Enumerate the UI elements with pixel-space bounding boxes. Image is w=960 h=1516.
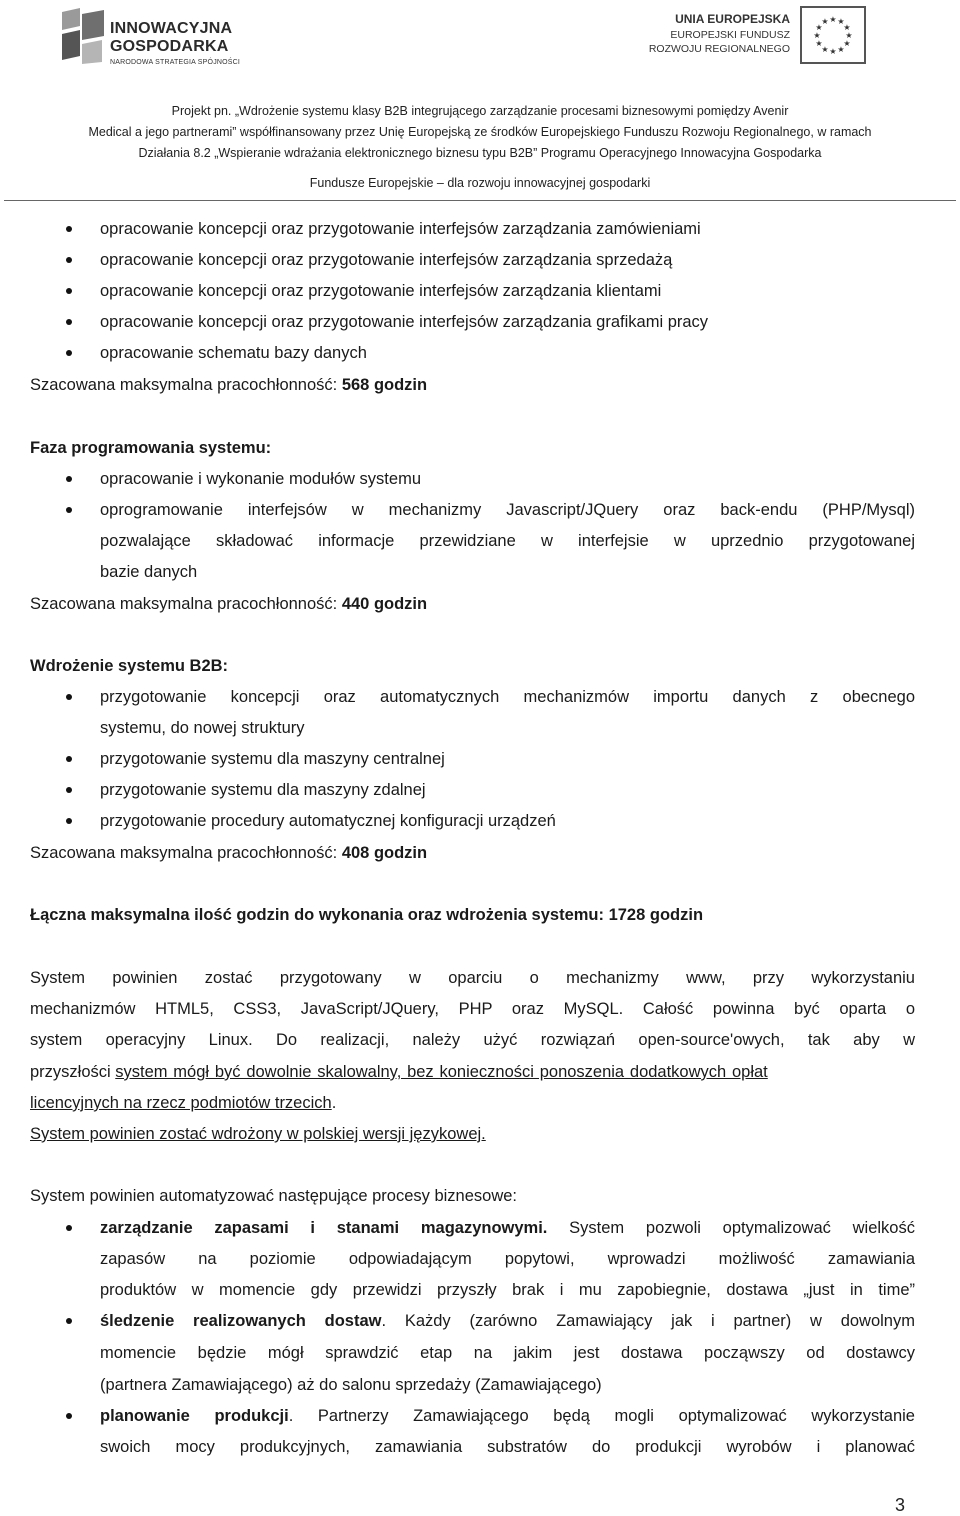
bullet (66, 257, 72, 263)
bullet (66, 1413, 72, 1419)
list-item: przygotowanie systemu dla maszyny centralnej (100, 750, 445, 768)
logo-symbol-icon (58, 6, 108, 66)
text-plain: . (331, 1094, 337, 1112)
eu-flag-icon (800, 6, 866, 64)
logo-line-3: NARODOWA STRATEGIA SPÓJNOŚCI (110, 59, 241, 66)
text-underlined: licencyjnych na rzecz podmiotów trzecich (30, 1094, 332, 1112)
header-divider (4, 200, 956, 201)
list-item: opracowanie schematu bazy danych (100, 344, 367, 362)
bullet (66, 288, 72, 294)
process-title: planowanie produkcji (100, 1407, 289, 1425)
process-text: . Każdy (zarówno Zamawiający jak i partner) w dowolnym (381, 1312, 915, 1330)
svg-text:★: ★ (843, 23, 851, 32)
estimate-value: 440 godzin (341, 595, 428, 613)
list-item-line (100, 1218, 915, 1238)
list-item-line (100, 1311, 915, 1331)
paragraph-line (30, 1093, 336, 1113)
bullet (66, 1318, 72, 1324)
process-text: System pozwoli optymalizować wielkość (547, 1219, 915, 1237)
svg-text:★: ★ (815, 23, 823, 32)
svg-text:★: ★ (821, 45, 829, 54)
text-plain: przyszłości (30, 1063, 116, 1081)
bullet (66, 818, 72, 824)
list-item: opracowanie koncepcji oraz przygotowanie interfejsów zarządzania sprzedażą (100, 251, 673, 269)
project-line-3: Działania 8.2 „Wspieranie wdrażania elektronicznego biznesu typu B2B” Programu Operacyjnego Innowacyjna Gospodarka (138, 146, 822, 160)
innowacyjna-gospodarka-logo (58, 6, 258, 66)
svg-text:★: ★ (843, 39, 851, 48)
eu-logo-line-2: EUROPEJSKI FUNDUSZ (670, 29, 790, 41)
list-item: opracowanie koncepcji oraz przygotowanie interfejsów zarządzania zamówieniami (100, 220, 701, 238)
list-item-line: swoich mocy produkcyjnych, zamawiania substratów do produkcji wyrobów i planować (100, 1438, 915, 1456)
estimate-label: Szacowana maksymalna pracochłonność: (30, 376, 342, 394)
bullet (66, 476, 72, 482)
list-item-line: zapasów na poziomie odpowiadającym popytowi, wprowadzi możliwość zamawiania (100, 1250, 915, 1268)
process-title: zarządzanie zapasami i stanami magazynowymi. (100, 1219, 548, 1237)
bullet (66, 694, 72, 700)
list-item: przygotowanie systemu dla maszyny zdalnej (100, 781, 426, 799)
list-item: opracowanie i wykonanie modułów systemu (100, 470, 421, 488)
bullet (66, 756, 72, 762)
list-item-line: przygotowanie koncepcji oraz automatycznych mechanizmów importu danych z obecnego (100, 688, 915, 706)
eu-logo-line-1: UNIA EUROPEJSKA (675, 12, 790, 26)
bullet (66, 507, 72, 513)
estimate-deployment (30, 843, 427, 863)
section-heading: Wdrożenie systemu B2B: (30, 657, 229, 675)
page-number: 3 (895, 1495, 906, 1515)
process-title: śledzenie realizowanych dostaw (100, 1312, 382, 1330)
svg-text:★: ★ (815, 39, 823, 48)
paragraph-line: System powinien zostać przygotowany w oparciu o mechanizmy www, przy wykorzystaniu (30, 969, 915, 987)
list-item-line: oprogramowanie interfejsów w mechanizmy Javascript/JQuery oraz back-endu (PHP/Mysql) (100, 501, 915, 519)
list-item-line: systemu, do nowej struktury (100, 719, 305, 737)
bullet (66, 350, 72, 356)
eu-logo-line-3: ROZWOJU REGIONALNEGO (648, 43, 790, 55)
paragraph-line: mechanizmów HTML5, CSS3, JavaScript/JQuery, PHP oraz MySQL. Całość powinna być oparta o (30, 1000, 915, 1018)
estimate-value: 408 godzin (341, 844, 428, 862)
estimate-label: Szacowana maksymalna pracochłonność: (30, 844, 342, 862)
list-item: opracowanie koncepcji oraz przygotowanie interfejsów zarządzania grafikami pracy (100, 313, 709, 331)
logo-line-2: GOSPODARKA (110, 38, 229, 55)
estimate-label: Szacowana maksymalna pracochłonność: (30, 595, 342, 613)
estimate-design (30, 375, 427, 395)
list-item: opracowanie koncepcji oraz przygotowanie interfejsów zarządzania klientami (100, 282, 662, 300)
list-item-line (100, 1406, 915, 1426)
processes-intro: System powinien automatyzować następujące procesy biznesowe: (30, 1187, 518, 1205)
estimate-programming (30, 594, 427, 614)
project-line-2: Medical a jego partnerami” współfinansowany przez Unię Europejską ze środków Europejskiego Funduszu Rozwoju Regionalnego, w ramach (88, 125, 872, 139)
list-item-line: pozwalające składować informacje przewidziane w interfejsie w uprzednio przygotowanej (100, 532, 915, 550)
total-hours: Łączna maksymalna ilość godzin do wykonania oraz wdrożenia systemu: 1728 godzin (30, 906, 704, 924)
project-line-4: Fundusze Europejskie – dla rozwoju innowacyjnej gospodarki (309, 176, 651, 190)
bullet (66, 226, 72, 232)
text-underlined: system mógł być dowolnie skalowalny, bez konieczności ponoszenia dodatkowych opłat (115, 1063, 768, 1081)
eu-logo (636, 6, 936, 66)
bullet (66, 1225, 72, 1231)
svg-text:★: ★ (813, 31, 821, 40)
process-text: . Partnerzy Zamawiającego będą mogli optymalizować wykorzystanie (288, 1407, 915, 1425)
logo-line-1: INNOWACYJNA (110, 20, 233, 37)
svg-text:★: ★ (829, 15, 837, 24)
svg-text:★: ★ (821, 17, 829, 26)
list-item-line: (partnera Zamawiającego) aż do salonu sprzedaży (Zamawiającego) (100, 1376, 602, 1394)
svg-text:★: ★ (829, 47, 837, 56)
svg-text:★: ★ (837, 17, 845, 26)
list-item-line: momencie będzie mógł sprawdzić etap na jakim jest dostawa począwszy od dostawcy (100, 1344, 915, 1362)
list-item-line: produktów w momencie gdy przewidzi przyszły brak i mu zapobiegnie, dostawa „just in time” (100, 1281, 915, 1299)
section-heading: Faza programowania systemu: (30, 439, 272, 457)
svg-text:★: ★ (837, 45, 845, 54)
paragraph-line: system operacyjny Linux. Do realizacji, należy użyć rozwiązań open-source'owych, tak aby w (30, 1031, 915, 1049)
svg-text:★: ★ (845, 31, 853, 40)
project-line-1: Projekt pn. „Wdrożenie systemu klasy B2B integrującego zarządzanie procesami biznesowymi pomiędzy Avenir (171, 104, 789, 118)
language-requirement: System powinien zostać wdrożony w polskiej wersji językowej. (30, 1125, 486, 1143)
paragraph-line (30, 1062, 768, 1082)
bullet (66, 319, 72, 325)
estimate-value: 568 godzin (341, 376, 428, 394)
bullet (66, 787, 72, 793)
list-item-line: bazie danych (100, 563, 198, 581)
list-item: przygotowanie procedury automatycznej konfiguracji urządzeń (100, 812, 556, 830)
